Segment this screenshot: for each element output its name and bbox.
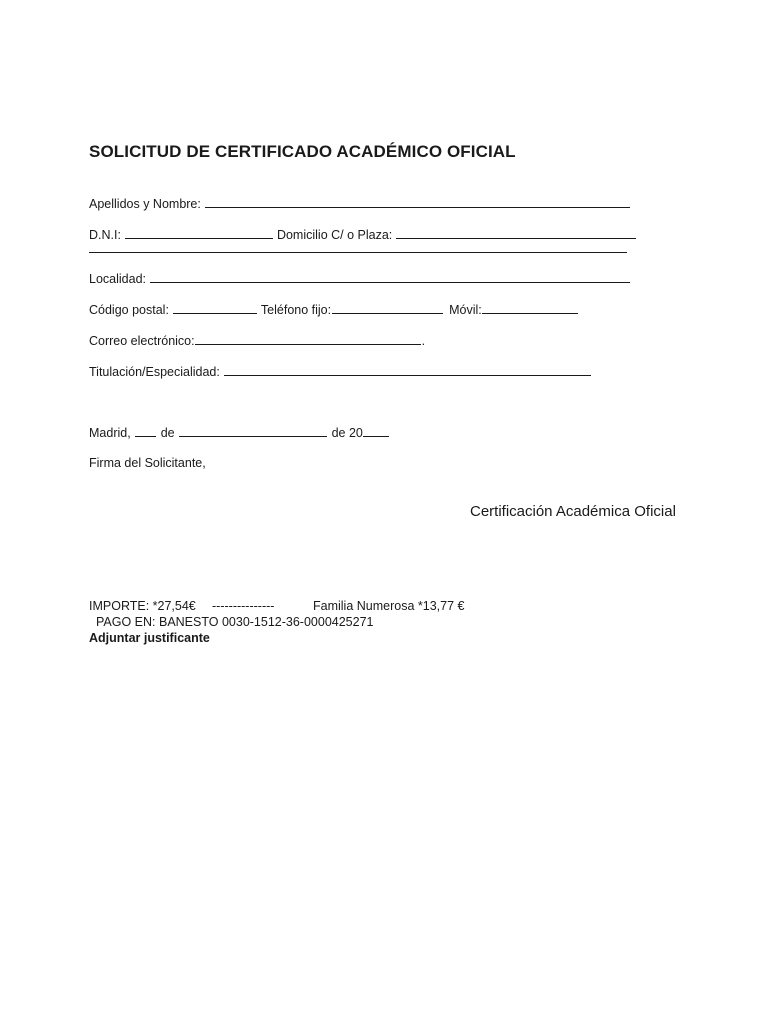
domicilio-label: Domicilio C/ o Plaza: [276,228,393,242]
movil-field[interactable] [482,302,578,314]
form-title: SOLICITUD DE CERTIFICADO ACADÉMICO OFICIAL [89,142,516,161]
codigo-postal-field[interactable] [173,302,257,314]
date-de-label: de [160,426,175,440]
correo-row [89,333,425,349]
correo-label: Correo electrónico: [89,334,195,348]
telefono-field[interactable] [332,302,443,314]
localidad-row [89,271,631,287]
titulacion-field[interactable] [224,364,591,376]
adjuntar-text: Adjuntar justificante [89,631,210,645]
apellidos-row [89,196,631,212]
domicilio-field[interactable] [396,227,636,239]
domicilio-field-continuation[interactable] [89,252,627,253]
month-field[interactable] [179,425,327,437]
correo-period: . [421,334,426,348]
titulacion-row [89,364,592,380]
correo-field[interactable] [195,333,421,345]
dni-label: D.N.I: [89,228,121,242]
firma-row [89,456,206,472]
movil-label: Móvil: [449,303,482,317]
date-year-prefix: de 20 [331,426,363,440]
localidad-field[interactable] [150,271,630,283]
date-row [89,425,390,441]
importe-dashes: --------------- [212,599,275,613]
telefono-label: Teléfono fijo: [260,303,332,317]
apellidos-label: Apellidos y Nombre: [89,197,201,211]
pago-text: PAGO EN: BANESTO 0030-1512-36-0000425271 [96,615,374,629]
madrid-label: Madrid, [89,426,131,440]
apellidos-field[interactable] [205,196,630,208]
dni-row [89,227,637,243]
importe-text: IMPORTE: *27,54€ [89,599,196,613]
day-field[interactable] [135,425,156,437]
certificacion-heading: Certificación Académica Oficial [470,503,676,520]
dni-field[interactable] [125,227,273,239]
firma-label: Firma del Solicitante, [89,456,206,470]
localidad-label: Localidad: [89,272,146,286]
familia-numerosa-text: Familia Numerosa *13,77 € [313,599,465,613]
contact-row [89,302,579,318]
titulacion-label: Titulación/Especialidad: [89,365,220,379]
year-field[interactable] [363,425,389,437]
codigo-postal-label: Código postal: [89,303,169,317]
